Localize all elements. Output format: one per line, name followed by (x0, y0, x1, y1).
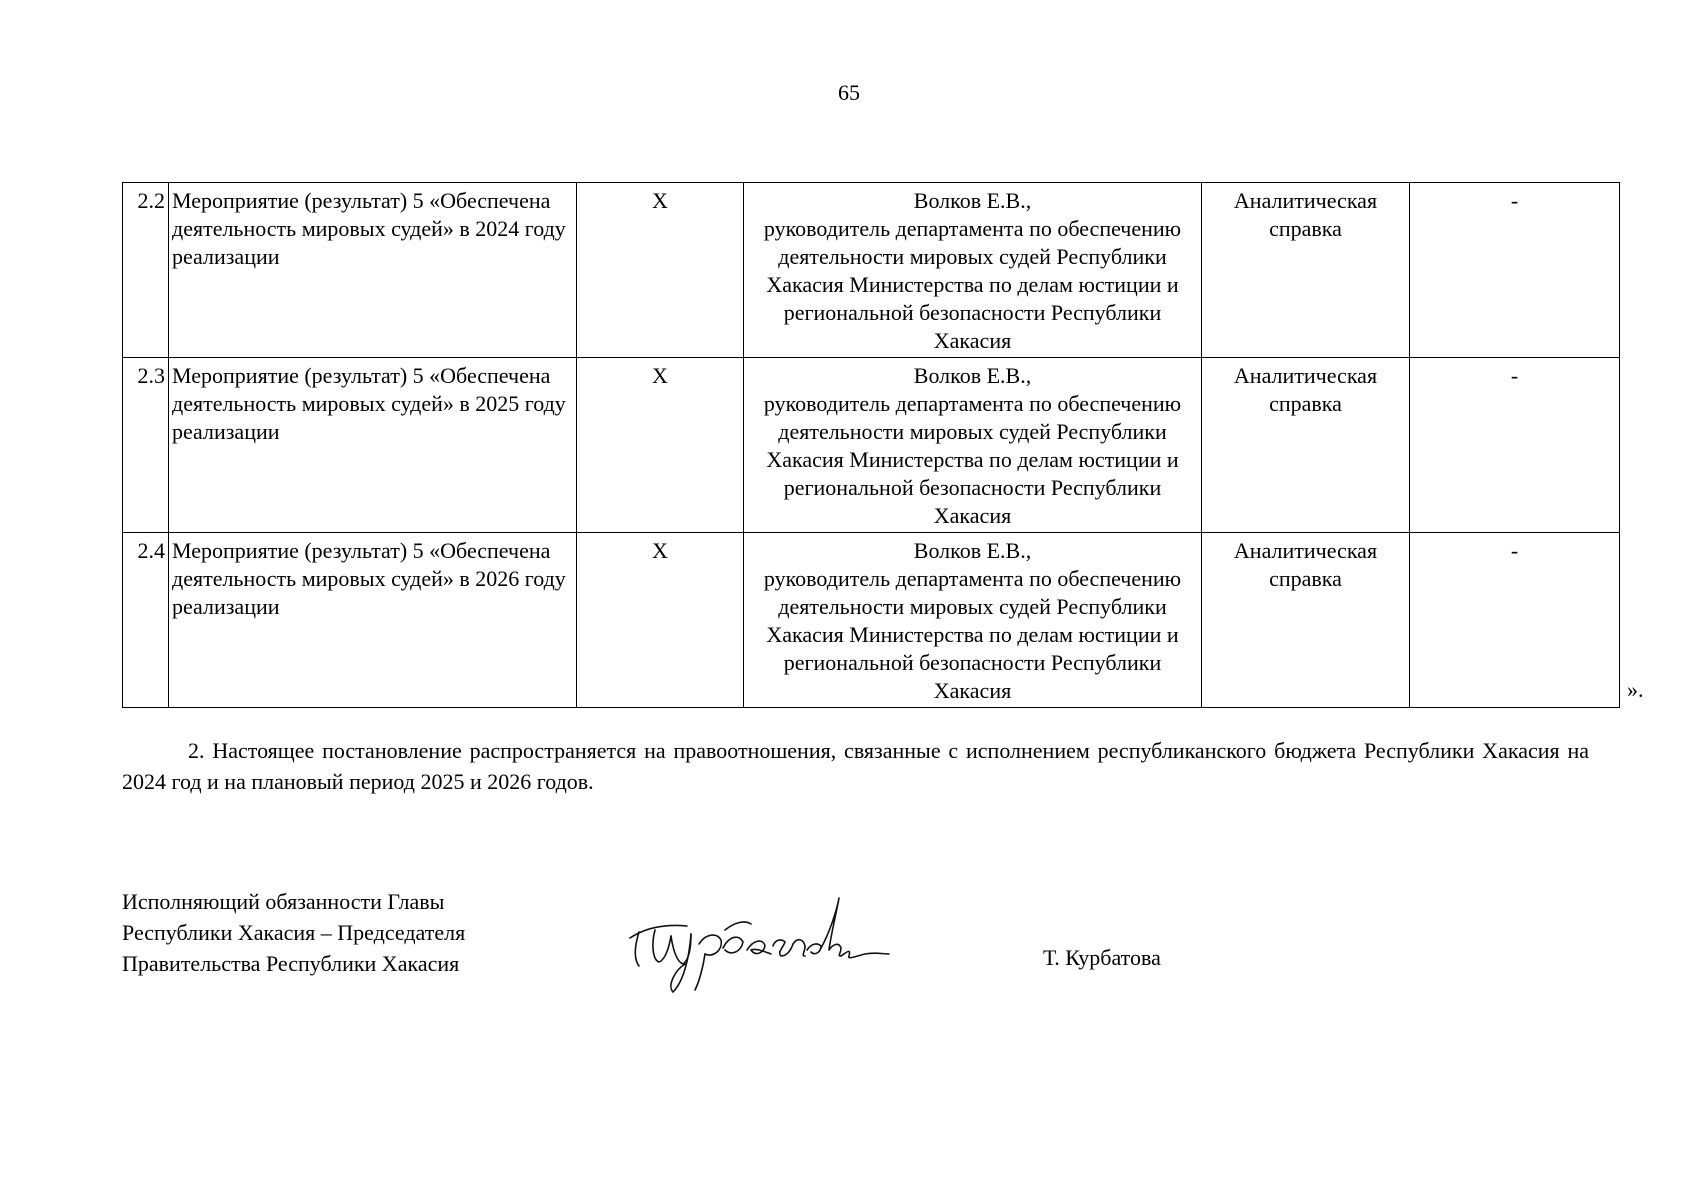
responsible-person (744, 533, 1202, 708)
note-cell: - (1410, 358, 1620, 533)
table-row (123, 183, 1620, 358)
handwritten-signature (625, 890, 895, 995)
event-name: Мероприятие (результат) 5 «Обеспечена деятельность мировых судей» в 2026 году реализации (169, 533, 577, 708)
responsible-person (744, 358, 1202, 533)
person-name: Волков Е.В., (913, 538, 1032, 563)
mark-cell: Х (577, 533, 744, 708)
person-position: руководитель департамента по обеспечению деятельности мировых судей Республики Хакасия Министерства по делам юстиции и региональной безопасности Республики Хакасия (763, 216, 1182, 353)
event-name: Мероприятие (результат) 5 «Обеспечена деятельность мировых судей» в 2024 году реализации (169, 183, 577, 358)
person-position: руководитель департамента по обеспечению деятельности мировых судей Республики Хакасия Министерства по делам юстиции и региональной безопасности Республики Хакасия (763, 566, 1182, 703)
signatory-title-line: Правительства Республики Хакасия (122, 951, 460, 976)
person-name: Волков Е.В., (913, 188, 1032, 213)
page-number: 65 (838, 80, 860, 105)
signatory-title-line: Исполняющий обязанности Главы (122, 889, 445, 914)
document-type: Аналитическая справка (1202, 183, 1410, 358)
signatory-title-line: Республики Хакасия – Председателя (122, 920, 466, 945)
signer-name: Т. Курбатова (1043, 945, 1161, 970)
closing-quote: ». (1627, 677, 1644, 702)
document-type: Аналитическая справка (1202, 533, 1410, 708)
mark-cell: Х (577, 358, 744, 533)
table-row (123, 358, 1620, 533)
row-number: 2.4 (123, 533, 169, 708)
event-name: Мероприятие (результат) 5 «Обеспечена деятельность мировых судей» в 2025 году реализации (169, 358, 577, 533)
person-position: руководитель департамента по обеспечению деятельности мировых судей Республики Хакасия Министерства по делам юстиции и региональной безопасности Республики Хакасия (763, 391, 1182, 528)
responsible-person (744, 183, 1202, 358)
document-type: Аналитическая справка (1202, 358, 1410, 533)
note-cell: - (1410, 533, 1620, 708)
row-number: 2.2 (123, 183, 169, 358)
signatory-title (122, 886, 465, 979)
note-cell: - (1410, 183, 1620, 358)
table-row (123, 533, 1620, 708)
paragraph-2: 2. Настоящее постановление распространяется на правоотношения, связанные с исполнением республиканского бюджета Республики Хакасия на 2024 год и на плановый период 2025 и 2026 годов. (122, 738, 1589, 794)
row-number: 2.3 (123, 358, 169, 533)
mark-cell: Х (577, 183, 744, 358)
person-name: Волков Е.В., (913, 363, 1032, 388)
measures-table (122, 182, 1620, 708)
